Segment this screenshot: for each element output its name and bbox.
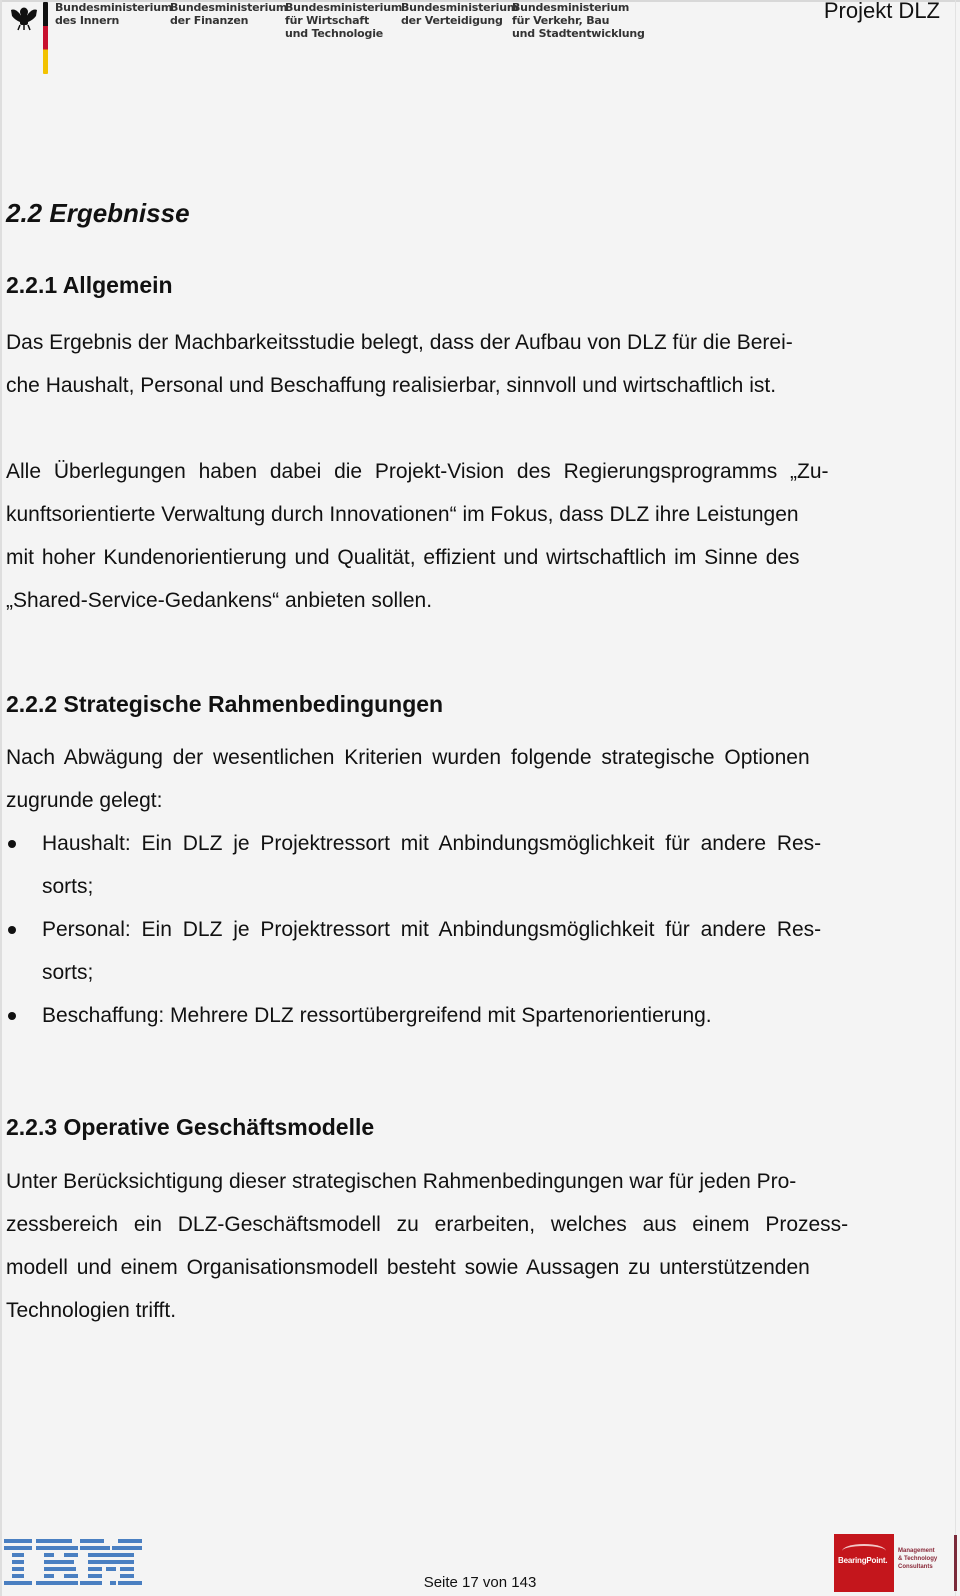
paragraph-allgemein-1 [6, 321, 956, 407]
ministry-line: der Finanzen [170, 14, 249, 27]
paragraph-strategische [6, 736, 956, 822]
ministry-line: der Verteidigung [401, 14, 503, 27]
list-item-beschaffung [6, 994, 956, 1037]
text-line: modell und einem Organisationsmodell besteht sowie Aussagen zu unterstützenden [6, 1256, 810, 1279]
text-line: Unter Berücksichtigung dieser strategischen Rahmenbedingungen war für jeden Pro- [6, 1170, 797, 1193]
ministry-line: Bundesministerium [512, 1, 630, 14]
text-line: Technologien trifft. [6, 1299, 177, 1322]
bearingpoint-tagline [898, 1547, 937, 1571]
text-line: Nach Abwägung der wesentlichen Kriterien wurden folgende strategische Optionen [6, 746, 810, 769]
paragraph-allgemein-2 [6, 450, 956, 622]
page-edge-left [0, 0, 2, 1596]
paragraph-operative [6, 1160, 956, 1332]
ministry-innern [55, 1, 172, 27]
text-line: zessbereich ein DLZ-Geschäftsmodell zu erarbeiten, welches aus einem Prozess- [6, 1213, 849, 1236]
footer-accent-bar [954, 1535, 957, 1591]
bullet-icon [8, 926, 16, 934]
text-line: che Haushalt, Personal und Beschaffung realisierbar, sinnvoll und wirtschaftlich ist. [6, 374, 777, 397]
subsection-heading-allgemein: 2.2.1 Allgemein [6, 272, 173, 298]
subsection-heading-strategische: 2.2.2 Strategische Rahmenbedingungen [6, 691, 444, 717]
ministry-line: für Wirtschaft [285, 14, 370, 27]
text-line: mit hoher Kundenorientierung und Qualität, effizient und wirtschaftlich im Sinne des [6, 546, 800, 569]
project-title: Projekt DLZ [823, 0, 940, 23]
text-line: Das Ergebnis der Machbarkeitsstudie belegt, dass der Aufbau von DLZ für die Berei- [6, 331, 793, 354]
tagline-line: Management [898, 1548, 935, 1554]
ministry-line: Bundesministerium [285, 1, 403, 14]
ministry-line: Bundesministerium [401, 1, 519, 14]
strategy-options-list [6, 822, 956, 1037]
subsection-heading-operative: 2.2.3 Operative Geschäftsmodelle [6, 1114, 375, 1140]
bearingpoint-logo [834, 1534, 894, 1592]
ministry-line: und Stadtentwicklung [512, 27, 645, 40]
ministry-line: für Verkehr, Bau [512, 14, 610, 27]
ministry-line: und Technologie [285, 27, 384, 40]
bullet-icon [8, 1012, 16, 1020]
german-flag-bar [43, 2, 48, 74]
ministry-verteidigung [401, 1, 518, 27]
ministry-verkehr [512, 1, 645, 40]
page-header [0, 0, 960, 80]
ministry-line: Bundesministerium [170, 1, 288, 14]
list-item-haushalt [6, 822, 956, 908]
ministry-line: des Innern [55, 14, 120, 27]
text-line: Beschaffung: Mehrere DLZ ressortübergreifend mit Spartenorientierung. [42, 1004, 712, 1027]
page-number: Seite 17 von 143 [423, 1574, 537, 1591]
text-line: sorts; [42, 875, 94, 898]
text-line: Alle Überlegungen haben dabei die Projekt-Vision des Regierungsprogramms „Zu- [6, 460, 829, 483]
ministry-wirtschaft [285, 1, 402, 40]
tagline-line: Consultants [898, 1564, 933, 1570]
tagline-line: & Technology [898, 1556, 938, 1562]
text-line: kunftsorientierte Verwaltung durch Innovationen“ im Fokus, dass DLZ ihre Leistungen [6, 503, 799, 526]
ministry-line: Bundesministerium [55, 1, 173, 14]
bearingpoint-wordmark: BearingPoint. [838, 1556, 888, 1565]
section-heading: 2.2 Ergebnisse [6, 198, 190, 228]
text-line: sorts; [42, 961, 94, 984]
ministry-finanzen [170, 1, 287, 27]
bullet-icon [8, 840, 16, 848]
federal-eagle-icon [9, 2, 39, 32]
text-line: zugrunde gelegt: [6, 789, 163, 812]
text-line: Haushalt: Ein DLZ je Projektressort mit Anbindungsmöglichkeit für andere Res- [42, 832, 822, 855]
list-item-personal [6, 908, 956, 994]
text-line: „Shared-Service-Gedankens“ anbieten sollen. [6, 589, 433, 612]
text-line: Personal: Ein DLZ je Projektressort mit Anbindungsmöglichkeit für andere Res- [42, 918, 822, 941]
